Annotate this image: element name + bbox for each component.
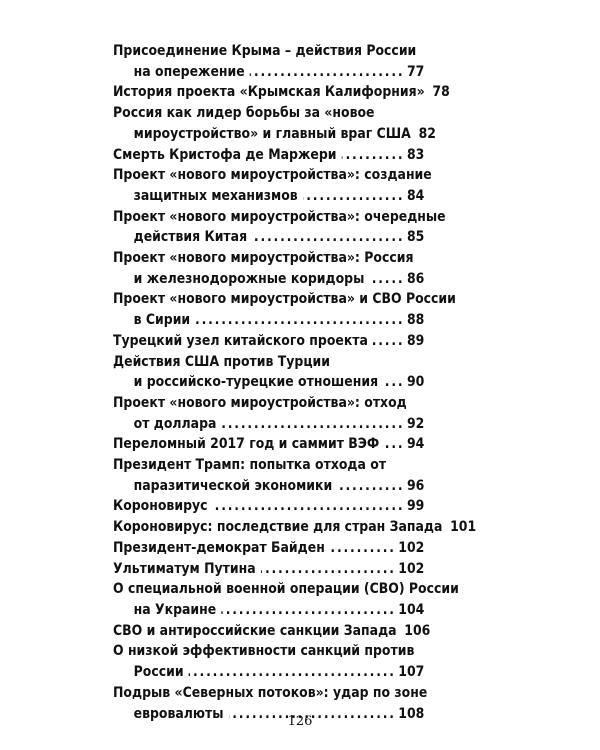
page-number: 126 <box>287 714 313 729</box>
toc-entry-title: Проект «нового мироустройства»: отход <box>113 394 407 411</box>
toc-entry-line <box>113 600 424 621</box>
toc-entry-title: История проекта «Крымская Калифорния» <box>113 84 425 101</box>
toc-page-number: 88 <box>406 312 425 329</box>
toc-entry <box>113 82 450 103</box>
toc-entry-title: О специальной военной операции (СВО) России <box>113 581 459 598</box>
toc-entry-title: России <box>133 664 184 681</box>
toc-entry-title: Президент Трамп: попытка отхода от <box>113 457 387 474</box>
toc-entry-line <box>113 393 424 414</box>
toc-entry-title: Переломный 2017 год и саммит ВЭФ <box>113 436 380 453</box>
dot-leader <box>221 600 395 621</box>
toc-entry-line <box>113 269 424 290</box>
toc-entry-line <box>113 641 424 662</box>
toc-entry-line <box>113 165 432 186</box>
toc-entry-line <box>113 621 431 642</box>
toc-entry-title: Проект «нового мироустройства» и СВО России <box>113 291 456 308</box>
toc-entry <box>113 538 424 559</box>
toc-entry-title: евровалюты <box>133 705 224 722</box>
toc-entry-line <box>113 683 428 704</box>
toc-entry-title: действия Китая <box>133 229 248 246</box>
toc-entry-line <box>113 248 424 269</box>
table-of-contents <box>113 41 477 724</box>
toc-entry-title: и российско-турецкие отношения <box>133 374 379 391</box>
dot-leader <box>337 476 404 497</box>
toc-entry <box>113 496 424 517</box>
toc-entry-title: Проект «нового мироустройства»: создание <box>113 167 432 184</box>
toc-page-number: 84 <box>406 187 425 204</box>
toc-entry <box>113 393 424 434</box>
dot-leader <box>342 145 405 166</box>
toc-page-number: 77 <box>406 63 425 80</box>
toc-page-number: 99 <box>406 498 425 515</box>
toc-entry-line <box>113 662 424 683</box>
toc-page-number: 92 <box>406 415 425 432</box>
toc-entry <box>113 434 424 455</box>
toc-entry <box>113 145 424 166</box>
toc-entry-title: Россия как лидер борьбы за «новое <box>113 105 375 122</box>
toc-entry-title: Проект «нового мироустройства»: Россия <box>113 250 414 267</box>
toc-entry-title: Присоединение Крыма – действия России <box>113 43 417 59</box>
toc-entry-title: Подрыв «Северных потоков»: удар по зоне <box>113 684 428 701</box>
toc-entry-line <box>113 414 424 435</box>
toc-page-number: 90 <box>406 374 425 391</box>
toc-entry <box>113 621 431 642</box>
toc-page-number: 78 <box>432 84 450 101</box>
toc-entry-title: и железнодорожные коридоры <box>133 270 365 287</box>
dot-leader <box>252 227 404 248</box>
toc-entry-title: в Сирии <box>133 312 191 329</box>
toc-entry-line <box>113 62 424 83</box>
toc-page-number: 82 <box>418 125 436 142</box>
toc-entry-line <box>113 434 424 455</box>
toc-entry-line <box>113 124 436 145</box>
toc-entry <box>113 103 436 144</box>
toc-entry-line <box>113 145 424 166</box>
toc-entry <box>113 289 456 330</box>
toc-entry-title: паразитической экономики <box>133 477 333 494</box>
dot-leader <box>370 269 405 290</box>
toc-page-number: 89 <box>406 332 425 349</box>
toc-entry <box>113 207 446 248</box>
toc-page-number: 83 <box>406 146 425 163</box>
toc-page-number: 108 <box>398 705 425 722</box>
toc-entry-line <box>113 517 477 538</box>
toc-entry-title: от доллара <box>133 415 217 432</box>
dot-leader <box>261 559 396 580</box>
dot-leader <box>213 496 405 517</box>
toc-entry <box>113 455 424 496</box>
toc-entry-line <box>113 310 424 331</box>
toc-entry-title: защитных механизмов <box>133 187 298 204</box>
toc-entry <box>113 165 432 206</box>
toc-entry-line <box>113 41 424 62</box>
toc-entry-line <box>113 559 424 580</box>
toc-entry-line <box>113 579 459 600</box>
toc-entry <box>113 331 424 352</box>
dot-leader <box>195 310 404 331</box>
toc-entry <box>113 352 424 393</box>
toc-entry-title: мироустройство» и главный враг США <box>133 125 411 142</box>
toc-entry-title: Президент-демократ Байден <box>113 539 325 556</box>
dot-leader <box>384 434 404 455</box>
toc-entry-line <box>113 207 446 228</box>
toc-entry-title: О низкой эффективности санкций против <box>113 643 415 660</box>
toc-entry-title: Действия США против Турции <box>113 353 331 370</box>
toc-entry-title: на Украине <box>133 601 217 618</box>
toc-entry-line <box>113 227 424 248</box>
toc-entry-line <box>113 186 424 207</box>
toc-entry-line <box>113 455 424 476</box>
toc-entry <box>113 41 424 82</box>
toc-entry-line <box>113 352 424 373</box>
toc-entry-title: Проект «нового мироустройства»: очередные <box>113 208 446 225</box>
toc-entry-title: Ультиматум Путина <box>113 560 256 577</box>
toc-page-number: 102 <box>398 539 425 556</box>
toc-page-number: 94 <box>406 436 425 453</box>
dot-leader <box>222 414 405 435</box>
dot-leader <box>303 186 405 207</box>
toc-entry-line <box>113 372 424 393</box>
toc-entry <box>113 641 424 682</box>
toc-entry <box>113 579 459 620</box>
dot-leader <box>250 62 405 83</box>
toc-page-number: 102 <box>398 560 425 577</box>
dot-leader <box>189 662 396 683</box>
dot-leader <box>373 331 404 352</box>
toc-entry-line <box>113 82 450 103</box>
toc-page-number: 85 <box>406 229 425 246</box>
toc-entry-line <box>113 103 424 124</box>
toc-entry-line <box>113 496 424 517</box>
toc-entry-line <box>113 289 456 310</box>
toc-page-number: 86 <box>406 270 425 287</box>
toc-entry <box>113 517 477 538</box>
toc-page-number: 104 <box>398 601 425 618</box>
toc-entry <box>113 559 424 580</box>
toc-page-number: 96 <box>406 477 425 494</box>
dot-leader <box>383 372 404 393</box>
toc-entry-title: Короновирус: последствие для стран Запада <box>113 519 443 536</box>
toc-entry-title: на опережение <box>133 63 245 80</box>
toc-entry-line <box>113 331 424 352</box>
dot-leader <box>330 538 396 559</box>
toc-page-number: 106 <box>404 622 431 639</box>
toc-page-number: 107 <box>398 664 425 681</box>
toc-entry-line <box>113 538 424 559</box>
toc-entry-title: Короновирус <box>113 498 208 515</box>
toc-entry-title: Турецкий узел китайского проекта <box>113 332 368 349</box>
toc-entry-title: СВО и антироссийские санкции Запада <box>113 622 397 639</box>
toc-page-number: 101 <box>450 519 477 536</box>
toc-entry <box>113 248 424 289</box>
toc-entry-line <box>113 476 424 497</box>
toc-entry-title: Смерть Кристофа де Маржери <box>113 146 337 163</box>
